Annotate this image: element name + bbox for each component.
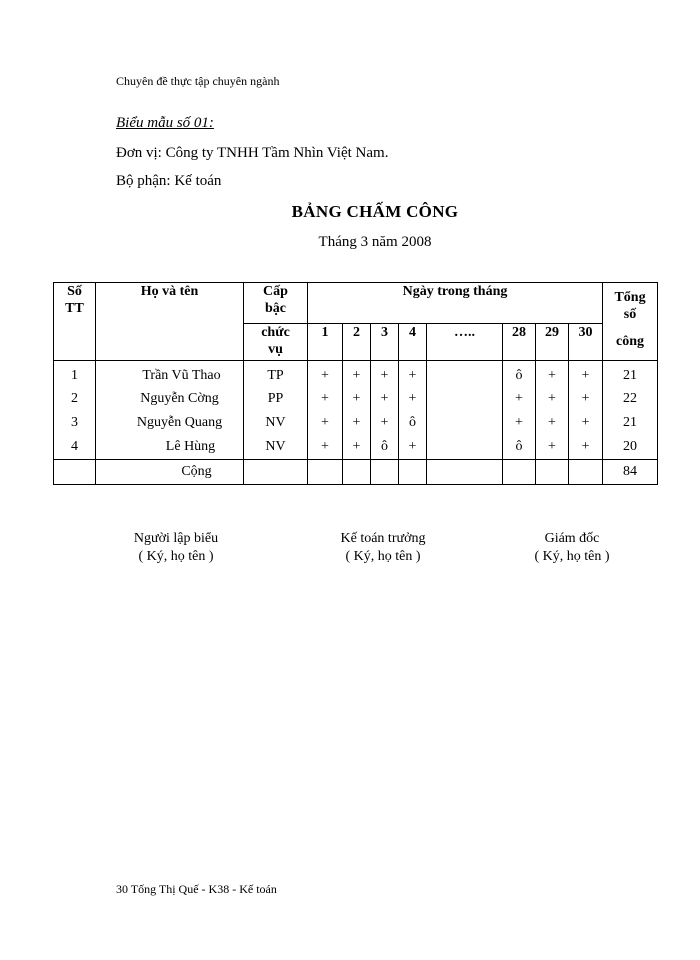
row-rank: NV — [244, 435, 308, 460]
row-mark — [427, 411, 503, 435]
row-mark: + — [308, 435, 343, 460]
row-stt: 2 — [54, 387, 96, 411]
header-name — [96, 283, 244, 361]
department-line: Bộ phận: Kế toán — [116, 173, 222, 189]
header-rank — [244, 283, 308, 324]
row-stt: 3 — [54, 411, 96, 435]
row-rank: PP — [244, 387, 308, 411]
header-stt-label: Số TT — [65, 284, 84, 316]
header-note: Chuyên đề thực tập chuyên ngành — [116, 74, 280, 88]
document-period: Tháng 3 năm 2008 — [318, 234, 432, 250]
day-header: 3 — [371, 324, 399, 361]
unit-line: Đơn vị: Công ty TNHH Tầm Nhìn Việt Nam. — [116, 145, 389, 161]
row-mark: + — [343, 387, 371, 411]
document-title: BẢNG CHẤM CÔNG — [291, 202, 459, 221]
day-header-ellipsis: ….. — [427, 324, 503, 361]
total-row-empty — [427, 460, 503, 485]
row-mark: + — [371, 387, 399, 411]
row-mark: + — [399, 435, 427, 460]
footer-note: 30 Tống Thị Quế - K38 - Kế toán — [116, 882, 277, 896]
header-position-label: chức vụ — [261, 325, 290, 357]
day-header: 4 — [399, 324, 427, 361]
signature-accountant-title: Kế toán trưởng — [340, 531, 426, 546]
row-mark: + — [569, 435, 603, 460]
row-stt: 1 — [54, 361, 96, 388]
total-row-empty — [503, 460, 536, 485]
row-mark: ô — [371, 435, 399, 460]
grand-total: 84 — [603, 460, 658, 485]
row-total: 21 — [603, 411, 658, 435]
row-mark: ô — [503, 435, 536, 460]
row-mark: + — [569, 411, 603, 435]
row-mark: + — [503, 411, 536, 435]
row-mark: + — [308, 387, 343, 411]
header-stt — [54, 283, 96, 361]
row-mark: + — [503, 387, 536, 411]
total-row-empty — [569, 460, 603, 485]
row-mark — [427, 361, 503, 388]
total-row-empty — [371, 460, 399, 485]
row-mark: + — [399, 361, 427, 388]
day-header: 29 — [536, 324, 569, 361]
header-name-label: Họ và tên — [140, 284, 199, 299]
row-rank: NV — [244, 411, 308, 435]
total-row-empty — [54, 460, 96, 485]
total-row-empty — [343, 460, 371, 485]
row-mark: + — [343, 411, 371, 435]
signature-accountant-note: ( Ký, họ tên ) — [345, 549, 421, 564]
row-mark: + — [569, 387, 603, 411]
signature-director — [482, 530, 662, 566]
header-total-line1: Tổng — [614, 290, 646, 305]
row-mark: + — [371, 361, 399, 388]
header-days-label: Ngày trong tháng — [402, 284, 508, 299]
table-row — [54, 411, 658, 435]
row-mark: + — [343, 361, 371, 388]
row-mark: + — [399, 387, 427, 411]
row-mark: + — [343, 435, 371, 460]
row-name: Trần Vũ Thao — [96, 361, 244, 388]
header-total — [603, 283, 658, 361]
day-header: 28 — [503, 324, 536, 361]
header-total-line3: công — [616, 334, 645, 349]
total-row — [54, 460, 658, 485]
row-mark: + — [536, 435, 569, 460]
total-row-empty — [536, 460, 569, 485]
header-total-line2: số — [623, 307, 637, 322]
row-name: Nguyễn Cờng — [96, 387, 244, 411]
row-mark: + — [536, 411, 569, 435]
header-rank-label: Cấp bậc — [263, 284, 288, 316]
row-mark: + — [308, 361, 343, 388]
row-mark — [427, 387, 503, 411]
row-stt: 4 — [54, 435, 96, 460]
row-mark: ô — [399, 411, 427, 435]
row-mark: ô — [503, 361, 536, 388]
total-label: Cộng — [96, 460, 244, 485]
header-days — [308, 283, 603, 324]
table-row — [54, 361, 658, 388]
row-name: Nguyễn Quang — [96, 411, 244, 435]
day-header: 30 — [569, 324, 603, 361]
row-mark: + — [536, 361, 569, 388]
header-position — [244, 324, 308, 361]
form-label: Biểu mẫu số 01: — [116, 115, 214, 131]
total-row-empty — [399, 460, 427, 485]
signature-director-note: ( Ký, họ tên ) — [534, 549, 610, 564]
row-mark — [427, 435, 503, 460]
total-row-empty — [308, 460, 343, 485]
row-rank: TP — [244, 361, 308, 388]
day-header: 1 — [308, 324, 343, 361]
signature-preparer-title: Người lập biểu — [133, 531, 219, 546]
signature-preparer-note: ( Ký, họ tên ) — [138, 549, 214, 564]
timesheet-table — [53, 282, 658, 485]
row-mark: + — [536, 387, 569, 411]
day-header: 2 — [343, 324, 371, 361]
signature-chief-accountant — [293, 530, 473, 566]
row-mark: + — [308, 411, 343, 435]
row-mark: + — [371, 411, 399, 435]
table-row — [54, 435, 658, 460]
signature-preparer — [86, 530, 266, 566]
table-row — [54, 387, 658, 411]
row-mark: + — [569, 361, 603, 388]
row-total: 21 — [603, 361, 658, 388]
row-name: Lê Hùng — [96, 435, 244, 460]
row-total: 22 — [603, 387, 658, 411]
total-row-empty — [244, 460, 308, 485]
signature-director-title: Giám đốc — [544, 531, 600, 546]
row-total: 20 — [603, 435, 658, 460]
